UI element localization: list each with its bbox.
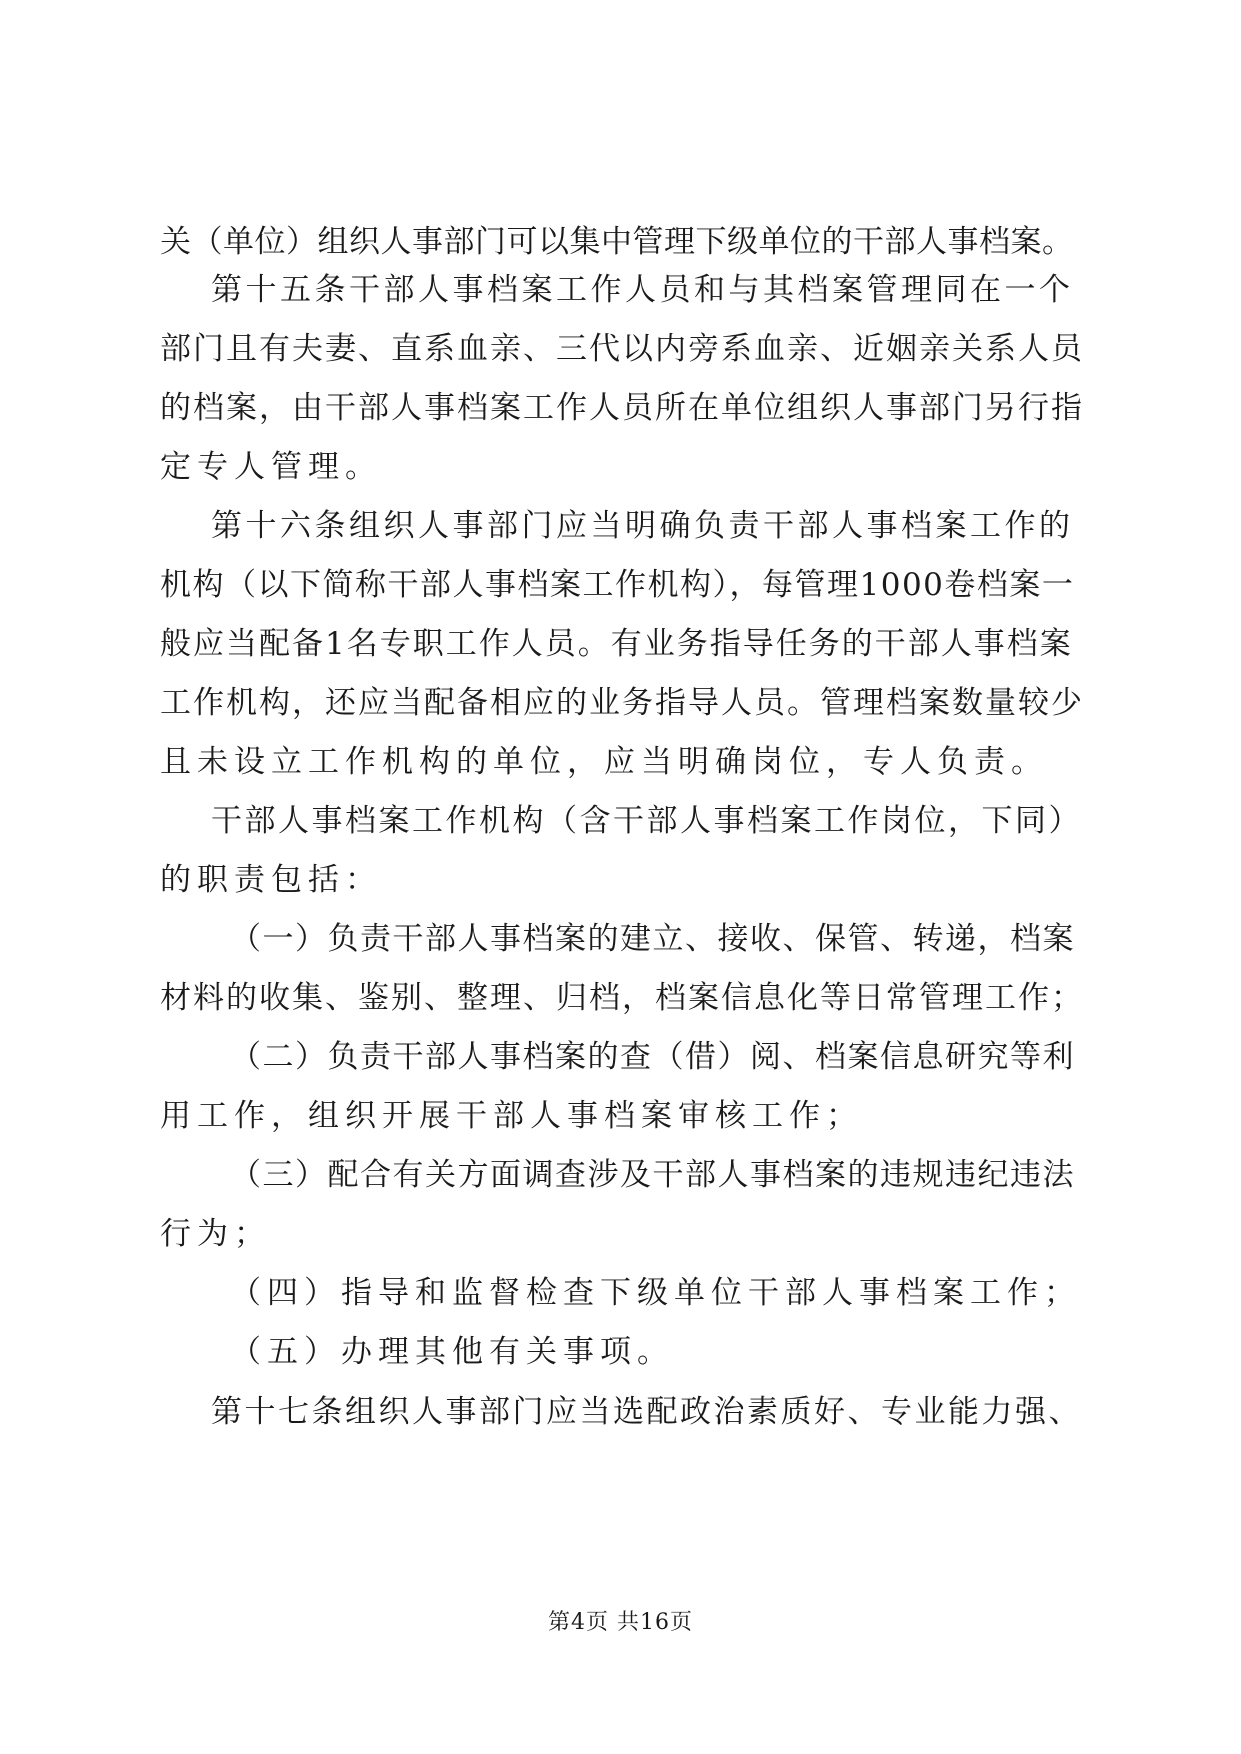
text-line: 用工作，组织开展干部人事档案审核工作； bbox=[160, 1098, 863, 1134]
page-number-footer: 第4页 共16页 bbox=[548, 1610, 693, 1635]
text-line: 定专人管理。 bbox=[160, 449, 382, 485]
text-line: 的职责包括： bbox=[160, 862, 382, 898]
text-line: 第十五条干部人事档案工作人员和与其档案管理同在一个 bbox=[211, 272, 1074, 308]
text-line: （三）配合有关方面调查涉及干部人事档案的违规违纪违法 bbox=[230, 1157, 1075, 1193]
text-line: 般应当配备1名专职工作人员。有业务指导任务的干部人事档案 bbox=[160, 626, 1073, 662]
text-line: 干部人事档案工作机构（含干部人事档案工作岗位，下同） bbox=[211, 803, 1082, 839]
text-line: 行为； bbox=[160, 1216, 271, 1252]
text-line: 机构（以下简称干部人事档案工作机构），每管理1000卷档案一 bbox=[160, 567, 1075, 603]
text-line: （一）负责干部人事档案的建立、接收、保管、转递，档案 bbox=[230, 921, 1075, 957]
text-line: 第十六条组织人事部门应当明确负责干部人事档案工作的 bbox=[211, 508, 1074, 544]
text-line: 且未设立工作机构的单位，应当明确岗位，专人负责。 bbox=[160, 744, 1048, 780]
text-line: 部门且有夫妻、直系血亲、三代以内旁系血亲、近姻亲关系人员 bbox=[160, 331, 1084, 367]
text-line: （五）办理其他有关事项。 bbox=[230, 1334, 674, 1370]
text-line: （二）负责干部人事档案的查（借）阅、档案信息研究等利 bbox=[230, 1039, 1075, 1075]
text-line: （四）指导和监督检查下级单位干部人事档案工作； bbox=[230, 1275, 1081, 1311]
text-line: 第十七条组织人事部门应当选配政治素质好、专业能力强、 bbox=[211, 1394, 1082, 1430]
text-line: 的档案，由干部人事档案工作人员所在单位组织人事部门另行指 bbox=[160, 390, 1084, 426]
text-line: 工作机构，还应当配备相应的业务指导人员。管理档案数量较少 bbox=[160, 685, 1084, 721]
text-line: 关（单位）组织人事部门可以集中管理下级单位的干部人事档案。 bbox=[160, 224, 1074, 260]
text-line: 材料的收集、鉴别、整理、归档，档案信息化等日常管理工作； bbox=[160, 980, 1084, 1016]
